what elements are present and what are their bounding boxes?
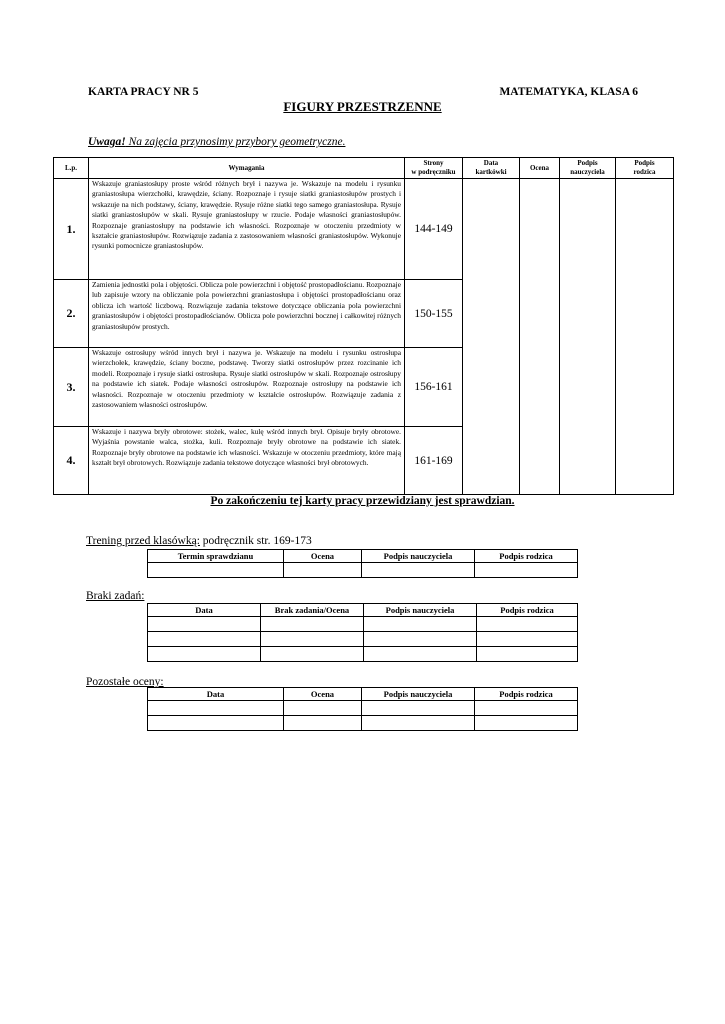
header-parent-signature: Podpis rodzica — [475, 550, 578, 563]
row-number: 3. — [54, 348, 89, 427]
row-pages: 156-161 — [405, 348, 463, 427]
table-row — [54, 179, 674, 280]
header-date: Data — [148, 604, 261, 617]
table-cell[interactable] — [261, 617, 364, 632]
row-pages: 150-155 — [405, 280, 463, 348]
table-cell[interactable] — [284, 701, 362, 716]
table-cell[interactable] — [475, 563, 578, 578]
other-grades-label: Pozostałe oceny: — [86, 676, 164, 688]
teacher-signature-cell[interactable] — [560, 179, 616, 495]
table-cell[interactable] — [148, 563, 284, 578]
table-cell[interactable] — [477, 632, 578, 647]
table-cell[interactable] — [475, 701, 578, 716]
table-row — [148, 563, 578, 578]
header-grade: Ocena — [284, 688, 362, 701]
parent-signature-cell[interactable] — [616, 179, 674, 495]
table-header-row — [148, 550, 578, 563]
header-teacher-signature: Podpis nauczyciela — [560, 158, 616, 179]
training-table — [147, 549, 578, 578]
header-quiz-date: Data kartkówki — [463, 158, 520, 179]
row-number: 1. — [54, 179, 89, 280]
test-announcement: Po zakończeniu tej karty pracy przewidziany jest sprawdzian. — [210, 495, 515, 507]
missing-tasks-label: Braki zadań: — [86, 590, 145, 602]
table-cell[interactable] — [477, 647, 578, 662]
row-requirements: Zamienia jednostki pola i objętości. Oblicza pole powierzchni i objętość prostopadłościanu. Rozpoznaje lub zapisuje wzory na obliczanie pola powierzchni graniastosłupa i objętości prostopadłościanu oraz oblicza ich wartość liczbową. Rozwiązuje zadania tekstowe dotyczące obliczania pola powierzchni graniastosłupów i objętości prostopadłościanów. Oblicza pole powierzchni bocznej i całkowitej różnych graniastosłupów prostych. — [89, 280, 405, 348]
header-date: Data — [148, 688, 284, 701]
table-cell[interactable] — [284, 563, 362, 578]
table-cell[interactable] — [284, 716, 362, 731]
table-cell[interactable] — [148, 647, 261, 662]
header-requirements: Wymagania — [89, 158, 405, 179]
header-teacher-signature: Podpis nauczyciela — [364, 604, 477, 617]
header-test-date: Termin sprawdzianu — [148, 550, 284, 563]
header-missing-task: Brak zadania/Ocena — [261, 604, 364, 617]
table-row — [148, 701, 578, 716]
note — [88, 136, 345, 148]
row-requirements: Wskazuje ostrosłupy wśród innych brył i nazywa je. Wskazuje na modelu i rysunku ostrosłupa wierzchołek, krawędzie, ściany boczne, podstawę. Tworzy siatki ostrosłupów przez rozcinanie ich modeli. Rozpoznaje i rysuje siatki ostrosłupa. Rysuje siatki ostrosłupów w skali. Rozpoznaje ostrosłupy na podstawie ich siatek. Podaje własności ostrosłupów. Rozpoznaje ostrosłupy na podstawie ich własności. Rozpoznaje w otoczeniu przedmioty w kształcie ostrosłupów. Rozwiązuje zadania z zastosowaniem własności ostrosłupów. — [89, 348, 405, 427]
row-requirements: Wskazuje i nazywa bryły obrotowe: stożek, walec, kulę wśród innych brył. Opisuje bryły obrotowe. Wyjaśnia powstanie walca, stożka, kuli. Rozpoznaje bryły obrotowe na podstawie ich siatek. Rozpoznaje bryły obrotowe na podstawie ich własności. Wskazuje w otoczeniu przedmioty, które mają kształt brył obrotowych. Rozwiązuje zadania tekstowe dotyczące własności brył obrotowych. — [89, 427, 405, 495]
table-cell[interactable] — [362, 701, 475, 716]
header-teacher-signature: Podpis nauczyciela — [362, 550, 475, 563]
table-cell[interactable] — [148, 617, 261, 632]
table-cell[interactable] — [148, 701, 284, 716]
note-bold: Uwaga! — [88, 136, 126, 148]
table-cell[interactable] — [364, 647, 477, 662]
row-pages: 161-169 — [405, 427, 463, 495]
subject-class: MATEMATYKA, KLASA 6 — [499, 86, 638, 98]
header-grade: Ocena — [520, 158, 560, 179]
table-cell[interactable] — [475, 716, 578, 731]
table-row — [148, 716, 578, 731]
table-header-row — [148, 688, 578, 701]
note-text: Na zajęcia przynosimy przybory geometryczne. — [125, 136, 346, 148]
quiz-date-cell[interactable] — [463, 179, 520, 495]
header-parent-signature: Podpis rodzica — [477, 604, 578, 617]
table-cell[interactable] — [477, 617, 578, 632]
row-pages: 144-149 — [405, 179, 463, 280]
table-cell[interactable] — [362, 563, 475, 578]
table-cell[interactable] — [362, 716, 475, 731]
table-cell[interactable] — [364, 632, 477, 647]
missing-tasks-table — [147, 603, 578, 662]
table-row — [148, 632, 578, 647]
header-parent-signature: Podpis rodzica — [616, 158, 674, 179]
table-cell[interactable] — [261, 632, 364, 647]
table-row — [148, 617, 578, 632]
header-pages: Strony w podręczniku — [405, 158, 463, 179]
requirements-table — [53, 157, 674, 495]
grade-cell[interactable] — [520, 179, 560, 495]
table-cell[interactable] — [364, 617, 477, 632]
table-header-row — [54, 158, 674, 179]
header-lp: L.p. — [54, 158, 89, 179]
table-cell[interactable] — [148, 632, 261, 647]
row-number: 4. — [54, 427, 89, 495]
row-requirements: Wskazuje graniastosłupy proste wśród różnych brył i nazywa je. Wskazuje na modelu i rysunku graniastosłupa wierzchołki, krawędzie, ściany. Rozpoznaje i rysuje siatki graniastosłupów prostych i wskazuje na nich podstawy, ściany, krawędzie. Rysuje różne siatki tego samego graniastosłupa. Rysuje siatki graniastosłupów w skali. Rysuje graniastosłupy w rzucie. Podaje własności graniastosłupów. Rozpoznaje graniastosłupy na podstawie ich własności. Rozpoznaje w otoczeniu przedmioty w kształcie graniastosłupów. Rozwiązuje zadania z zastosowaniem własności graniastosłupów. Wykonuje rysunki pomocnicze graniastosłupów. — [89, 179, 405, 280]
training-label: Trening przed klasówką: podręcznik str. 169-173 — [86, 535, 312, 547]
row-number: 2. — [54, 280, 89, 348]
header-teacher-signature: Podpis nauczyciela — [362, 688, 475, 701]
table-cell[interactable] — [261, 647, 364, 662]
header-parent-signature: Podpis rodzica — [475, 688, 578, 701]
other-grades-table — [147, 687, 578, 731]
header-grade: Ocena — [284, 550, 362, 563]
worksheet-number: KARTA PRACY NR 5 — [88, 86, 199, 98]
table-header-row — [148, 604, 578, 617]
table-cell[interactable] — [148, 716, 284, 731]
page-title: FIGURY PRZESTRZENNE — [283, 99, 442, 114]
table-row — [148, 647, 578, 662]
